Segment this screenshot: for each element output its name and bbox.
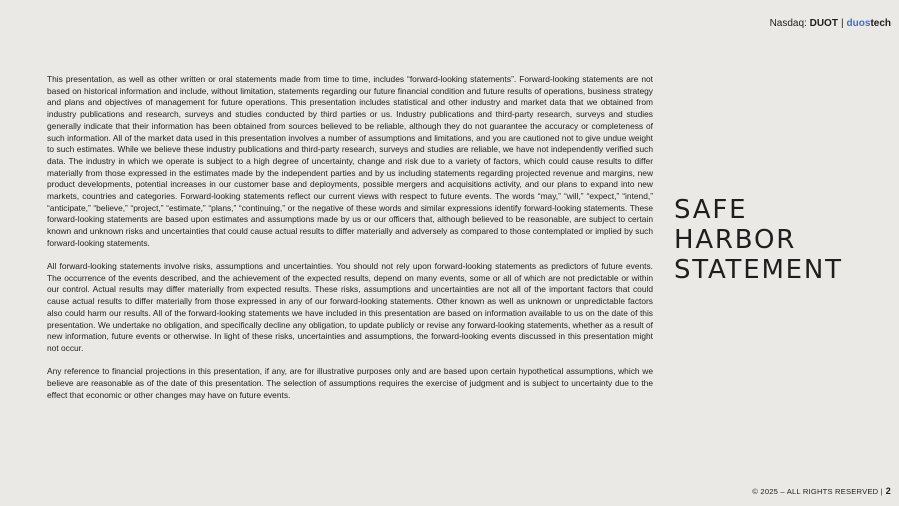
page-title [674, 195, 843, 285]
footer [752, 486, 891, 496]
disclaimer-paragraph-3: Any reference to financial projections in this presentation, if any, are for illustrative purposes only and are based upon certain hypothetical assumptions, which we believe are reasonable as of the date of this presentation. The selection of assumptions requires the exercise of judgment and is subject to uncertainty due to the effect that economic or other changes may have on future events. [47, 366, 653, 400]
ticker-separator: | [840, 18, 844, 29]
title-line-1: SAFE [674, 195, 748, 225]
disclaimer-paragraph-1: This presentation, as well as other written or oral statements made from time to time, includes “forward-looking statements”. Forward-looking statements are not based on historical information and include, without limitation, statements regarding our future financial condition and future results of operations, business strategy and plans and objectives of management for future operations. This presentation includes statistical and other industry and market data that we obtained from industry publications and research, surveys and studies conducted by third parties or us. Industry publications and third-party research, surveys and studies generally indicate that their information has been obtained from sources believed to be reliable, although they do not guarantee the accuracy or completeness of such information. All of the market data used in this presentation involves a number of assumptions and limitations, and you are cautioned not to give undue weight to such estimates. While we believe these industry publications and third-party research, surveys and studies are reliable, we have not independently verified such data. The industry in which we operate is subject to a high degree of uncertainty, change and risk due to a variety of factors, which could cause results to differ materially from those expressed in the estimates made by the independent parties and by us including statements regarding projected revenue and margins, new product developments, potential increases in our customer base and deployments, possible mergers and acquisitions activity, and our plans to expand into new markets, countries and categories. Forward-looking statements reflect our current views with respect to future events. The words “may,” “will,” “expect,” “intend,” “anticipate,” “believe,” “project,” “estimate,” “plans,” “continuing,” or the negative of these words and similar expressions identify forward-looking statements. These forward-looking statements are based upon estimates and assumptions made by us or our officers that, although believed to be reasonable, are subject to certain known and unknown risks and uncertainties that could cause actual results to differ materially and adversely as compared to those contemplated or implied by such forward-looking statements. [47, 74, 653, 248]
brand-prefix: duos [846, 18, 871, 29]
page-number: 2 [885, 486, 891, 496]
title-line-3: STATEMENT [674, 255, 843, 285]
ticker-header [770, 18, 891, 29]
disclaimer-body [47, 74, 653, 413]
title-line-2: HARBOR [674, 225, 797, 255]
exchange-label: Nasdaq: [769, 18, 807, 29]
copyright-text: © 2025 – ALL RIGHTS RESERVED | [752, 487, 883, 496]
brand-suffix: tech [870, 18, 891, 29]
brand-logo [847, 18, 891, 29]
disclaimer-paragraph-2: All forward-looking statements involve risks, assumptions and uncertainties. You should not rely upon forward-looking statements as predictors of future events. The occurrence of the events described, and the achievement of the expected results, depend on many events, some or all of which are not predictable or within our control. Actual results may differ materially from expected results. These risks, assumptions and uncertainties are not all of the important factors that could cause actual results to differ materially from those expressed in any of our forward-looking statements. Other known as well as unknown or unpredictable factors also could harm our results. All of the forward-looking statements we have included in this presentation are based on information available to us on the date of this presentation. We undertake no obligation, and specifically decline any obligation, to update publicly or revise any forward-looking statements, whether as a result of new information, future events or otherwise. In light of these risks, uncertainties and assumptions, the forward-looking events discussed in this presentation might not occur. [47, 261, 653, 353]
ticker-symbol: DUOT [809, 18, 838, 29]
